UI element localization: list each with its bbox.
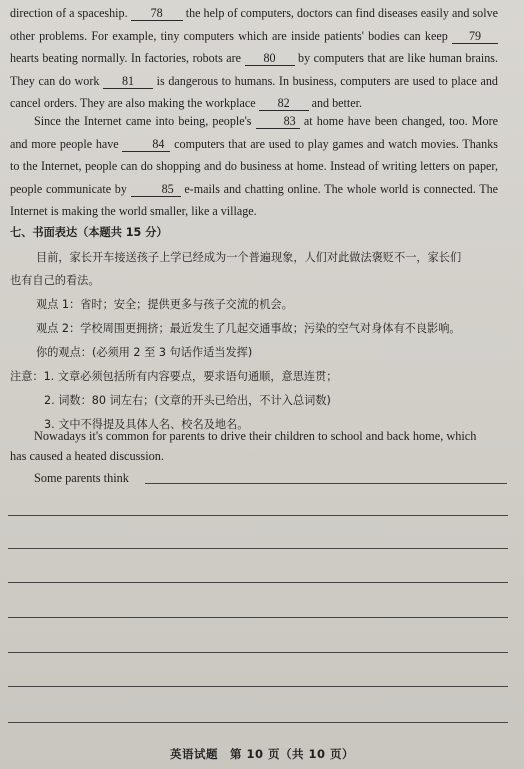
passage-text: Since the Internet came into being, people's xyxy=(34,114,256,128)
writing-line-0[interactable] xyxy=(145,483,507,484)
essay-start-line-3: Some parents think xyxy=(34,471,129,485)
passage-text: by computers that are like human brains. They can do work xyxy=(10,51,498,88)
blank-83[interactable]: 83 xyxy=(256,114,300,129)
note-1: 注意：1. 文章必须包括所有内容要点，要求语句通顺，意思连贯； xyxy=(10,370,338,383)
passage-paragraph-1 xyxy=(10,2,498,115)
viewpoint-1: 观点 1：省时；安全；提供更多与孩子交流的机会。 xyxy=(36,298,293,311)
passage-text: direction of a spaceship. xyxy=(10,6,131,20)
passage-text: computers that are used to play games and watch movies. Thanks to the Internet, people can do shopping and do business at home. Instead of writing letters on paper, people communicate by xyxy=(10,136,498,196)
viewpoint-2: 观点 2：学校周围更拥挤；最近发生了几起交通事故；污染的空气对身体有不良影响。 xyxy=(36,322,461,335)
writing-line-7[interactable] xyxy=(8,722,508,723)
passage-text: hearts beating normally. In factories, robots are xyxy=(10,51,245,65)
essay-start-line-2: has caused a heated discussion. xyxy=(10,449,165,463)
blank-81[interactable]: 81 xyxy=(103,74,153,89)
passage-text: e-mails and chatting online. The whole world is connected. The Internet is making the world smaller, like a village. xyxy=(10,181,499,218)
writing-line-3[interactable] xyxy=(8,582,508,583)
writing-line-6[interactable] xyxy=(8,686,508,687)
intro-line-2: 也有自己的看法。 xyxy=(10,274,100,287)
writing-line-1[interactable] xyxy=(8,515,508,516)
writing-line-5[interactable] xyxy=(8,652,508,653)
section-heading: 七、书面表达（本题共 15 分） xyxy=(10,226,168,239)
writing-line-2[interactable] xyxy=(8,548,508,549)
intro-line-1: 目前，家长开车接送孩子上学已经成为一个普遍现象，人们对此做法褒贬不一，家长们 xyxy=(36,251,462,264)
passage-paragraph-2 xyxy=(10,110,498,223)
viewpoint-own: 你的观点：(必须用 2 至 3 句话作适当发挥) xyxy=(36,346,253,359)
essay-start-line-1: Nowadays it's common for parents to drive their children to school and back home, which xyxy=(34,429,477,443)
blank-79[interactable]: 79 xyxy=(452,29,498,44)
blank-84[interactable]: 84 xyxy=(122,137,170,152)
page-footer: 英语试题 第 10 页（共 10 页） xyxy=(169,747,355,761)
passage-text: and better. xyxy=(308,96,363,110)
note-2: 2. 词数：80 词左右；(文章的开头已给出，不计入总词数) xyxy=(44,394,331,407)
blank-78[interactable]: 78 xyxy=(131,6,183,21)
note-3: 3. 文中不得提及具体人名、校名及地名。 xyxy=(44,418,249,431)
passage-text: is dangerous to humans. In business, computers are used to place and cancel orders. They are also making the workplace xyxy=(10,73,498,110)
passage-text: at home have been changed, too. More and more people have xyxy=(10,114,498,151)
passage-text: the help of computers, doctors can find diseases easily and solve other problems. For example, tiny computers which are inside patients' bodies can keep xyxy=(10,6,498,43)
blank-82[interactable]: 82 xyxy=(259,96,309,111)
blank-85[interactable]: 85 xyxy=(131,182,181,197)
writing-line-4[interactable] xyxy=(8,617,508,618)
blank-80[interactable]: 80 xyxy=(245,51,295,66)
